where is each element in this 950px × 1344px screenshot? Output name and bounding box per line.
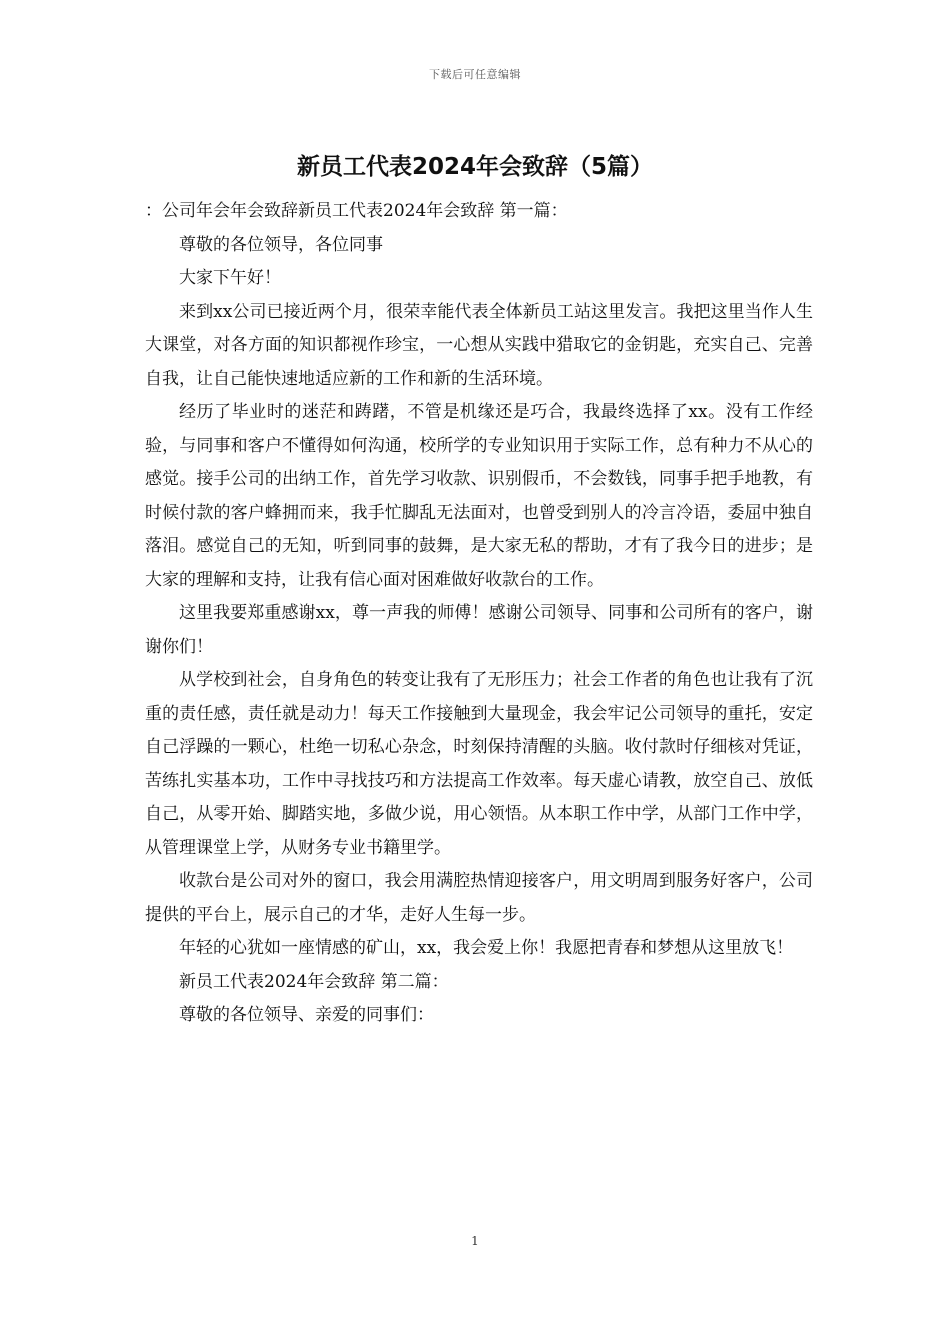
page-header-note: 下载后可任意编辑	[429, 68, 521, 81]
paragraph-salutation: 大家下午好！	[179, 268, 281, 288]
paragraph: 收款台是公司对外的窗口，我会用满腔热情迎接客户，用文明周到服务好客户，公司提供的平台上，展示自己的才华，走好人生每一步。	[145, 871, 813, 925]
paragraph: 这里我要郑重感谢xx，尊一声我的师傅！感谢公司领导、同事和公司所有的客户，谢谢你们！	[145, 603, 813, 657]
document-body	[145, 195, 813, 1033]
paragraph-greeting: 尊敬的各位领导，各位同事	[179, 234, 383, 255]
document-title: 新员工代表2024年会致辞（5篇）	[296, 154, 654, 180]
paragraph: 年轻的心犹如一座情感的矿山，xx，我会爱上你！我愿把青春和梦想从这里放飞！	[179, 938, 794, 958]
paragraph-greeting-second: 尊敬的各位领导、亲爱的同事们：	[179, 1005, 434, 1025]
paragraph: 来到xx公司已接近两个月，很荣幸能代表全体新员工站这里发言。我把这里当作人生大课堂，对各方面的知识都视作珍宝，一心想从实践中猎取它的金钥匙，充实自己、完善自我，让自己能快速地适应新的工作和新的生活环境。	[145, 301, 813, 389]
paragraph: 从学校到社会，自身角色的转变让我有了无形压力；社会工作者的角色也让我有了沉重的责任感，责任就是动力！每天工作接触到大量现金，我会牢记公司领导的重托，安定自己浮躁的一颗心，杜绝一切私心杂念，时刻保持清醒的头脑。收付款时仔细核对凭证，苦练扎实基本功，工作中寻找技巧和方法提高工作效率。每天虚心请教，放空自己、放低自己，从零开始、脚踏实地，多做少说，用心领悟。从本职工作中学，从部门工作中学，从管理课堂上学，从财务专业书籍里学。	[145, 670, 813, 858]
paragraph: 经历了毕业时的迷茫和踌躇，不管是机缘还是巧合，我最终选择了xx。没有工作经验，与同事和客户不懂得如何沟通，校所学的专业知识用于实际工作，总有种力不从心的感觉。接手公司的出纳工作，首先学习收款、识别假币，不会数钱，同事手把手地教，有时候付款的客户蜂拥而来，我手忙脚乱无法面对，也曾受到别人的冷言冷语，委屈中独自落泪。感觉自己的无知，听到同事的鼓舞，是大家无私的帮助，才有了我今日的进步；是大家的理解和支持，让我有信心面对困难做好收款台的工作。	[145, 402, 813, 590]
page-number: 1	[471, 1234, 479, 1248]
section-heading-second: 新员工代表2024年会致辞 第二篇：	[179, 971, 449, 992]
paragraph-intro: ：公司年会年会致辞新员工代表2024年会致辞 第一篇：	[145, 201, 568, 221]
